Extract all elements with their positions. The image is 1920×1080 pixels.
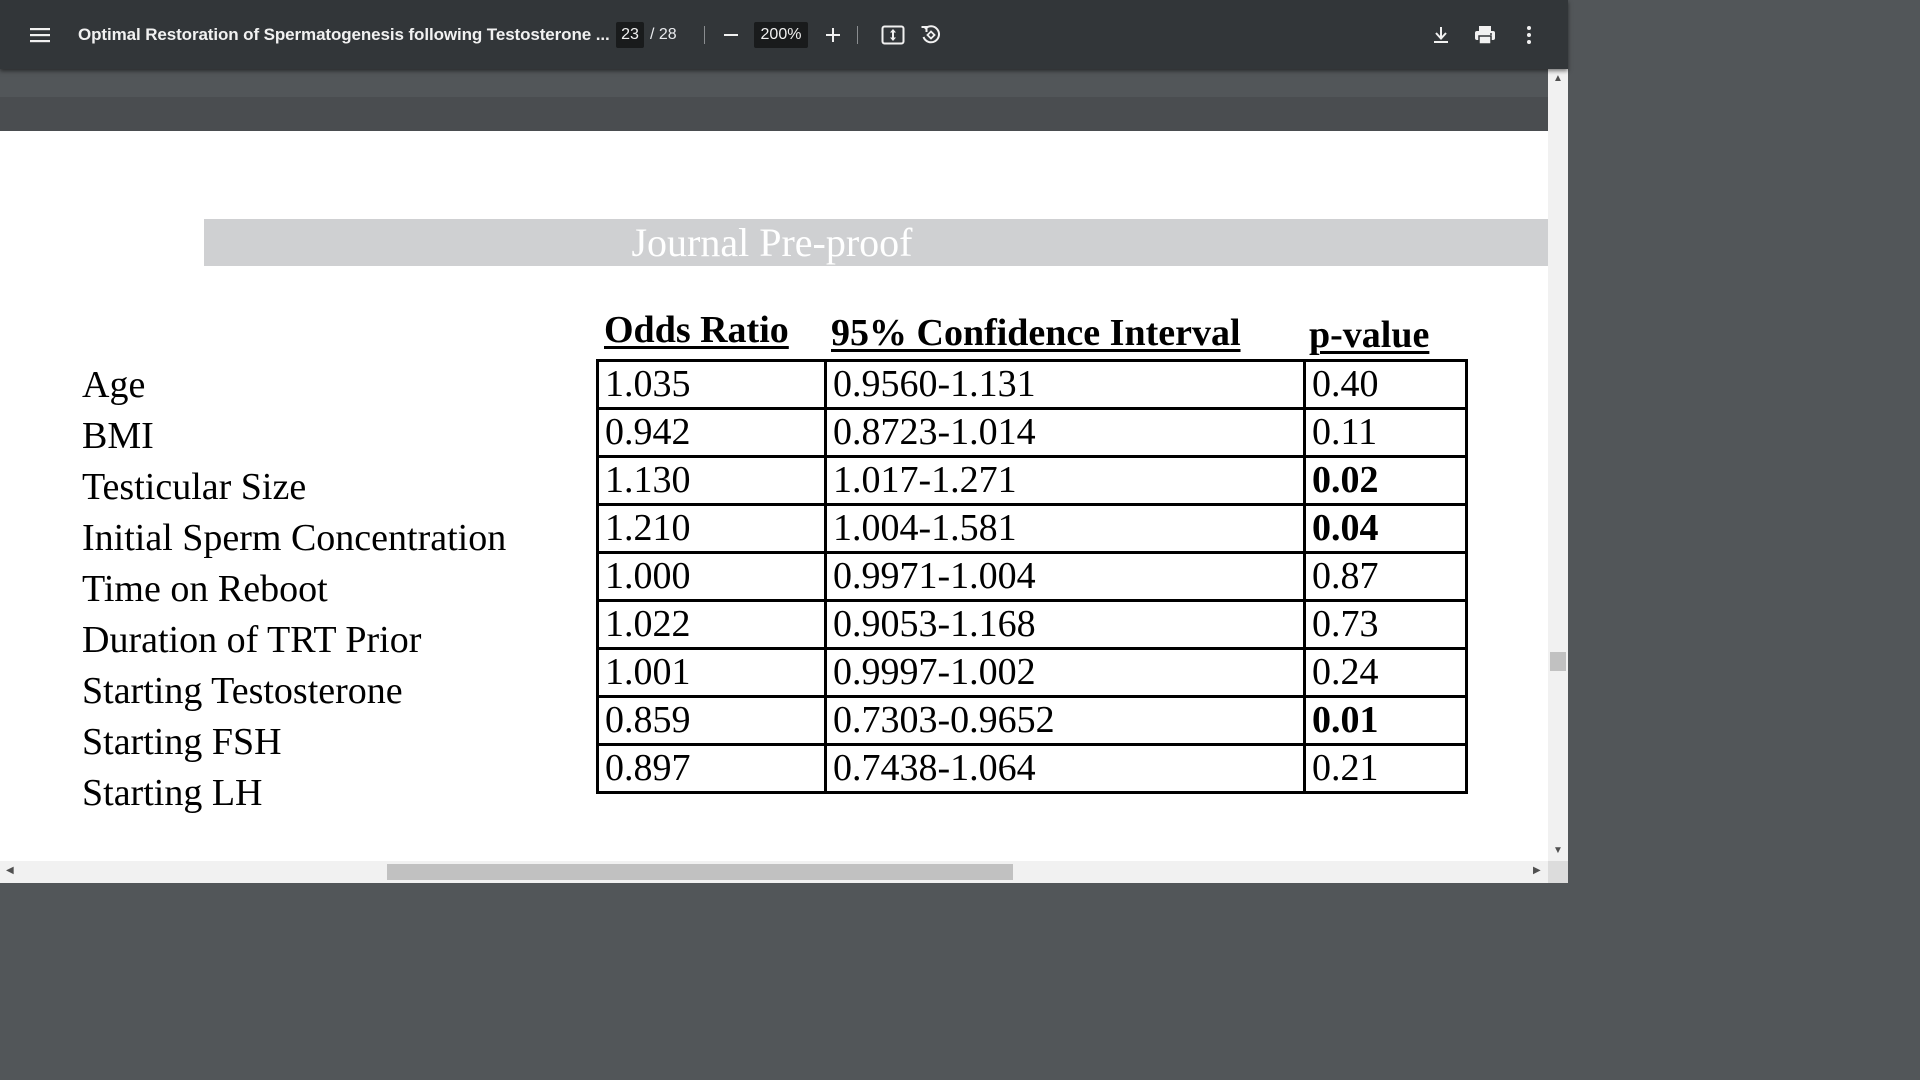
odds-ratio-cell: 0.859 bbox=[598, 697, 826, 745]
fit-to-page-button[interactable] bbox=[876, 18, 910, 52]
confidence-interval-cell: 1.004-1.581 bbox=[826, 505, 1305, 553]
p-value-cell: 0.11 bbox=[1305, 409, 1467, 457]
header-p-value: p-value bbox=[1309, 314, 1430, 356]
row-label: Age bbox=[82, 364, 146, 406]
table-row bbox=[598, 697, 1467, 745]
row-label: Testicular Size bbox=[82, 466, 307, 508]
zoom-in-button[interactable] bbox=[818, 20, 848, 50]
row-label: Duration of TRT Prior bbox=[82, 619, 422, 661]
confidence-interval-cell: 0.7438-1.064 bbox=[826, 745, 1305, 793]
confidence-interval-cell: 0.9997-1.002 bbox=[826, 649, 1305, 697]
table-row bbox=[598, 553, 1467, 601]
download-button[interactable] bbox=[1424, 18, 1458, 52]
print-icon bbox=[1474, 25, 1496, 45]
p-value-cell: 0.04 bbox=[1305, 505, 1467, 553]
p-value-cell: 0.87 bbox=[1305, 553, 1467, 601]
zoom-out-button[interactable] bbox=[716, 20, 746, 50]
row-label: Starting Testosterone bbox=[82, 670, 403, 712]
row-label: BMI bbox=[82, 415, 154, 457]
toolbar-divider bbox=[857, 26, 858, 44]
header-odds-ratio: Odds Ratio bbox=[604, 309, 789, 351]
rotate-icon bbox=[919, 23, 943, 47]
odds-ratio-cell: 0.897 bbox=[598, 745, 826, 793]
header-confidence-interval: 95% Confidence Interval bbox=[831, 312, 1241, 354]
p-value-cell: 0.73 bbox=[1305, 601, 1467, 649]
scroll-down-arrow-icon[interactable]: ▼ bbox=[1553, 845, 1563, 856]
scrollbar-corner bbox=[1548, 861, 1568, 883]
document-title: Optimal Restoration of Spermatogenesis following Testosterone ... bbox=[78, 25, 610, 44]
scroll-up-arrow-icon[interactable]: ▲ bbox=[1553, 73, 1563, 84]
scroll-left-arrow-icon[interactable]: ◀ bbox=[6, 865, 14, 876]
results-table bbox=[596, 359, 1468, 794]
row-label: Starting FSH bbox=[82, 721, 282, 763]
page-number-input[interactable]: 23 bbox=[616, 22, 644, 48]
odds-ratio-cell: 1.130 bbox=[598, 457, 826, 505]
download-icon bbox=[1431, 25, 1451, 45]
table-row bbox=[598, 649, 1467, 697]
odds-ratio-cell: 1.035 bbox=[598, 361, 826, 409]
p-value-cell: 0.02 bbox=[1305, 457, 1467, 505]
table-row bbox=[598, 361, 1467, 409]
horizontal-scroll-thumb[interactable] bbox=[387, 864, 1013, 880]
confidence-interval-cell: 0.9560-1.131 bbox=[826, 361, 1305, 409]
table-row bbox=[598, 745, 1467, 793]
preproof-banner bbox=[204, 219, 1548, 266]
odds-ratio-cell: 1.022 bbox=[598, 601, 826, 649]
vertical-scrollbar[interactable] bbox=[1548, 69, 1568, 861]
p-value-cell: 0.24 bbox=[1305, 649, 1467, 697]
minus-icon bbox=[723, 27, 739, 43]
toolbar-divider bbox=[704, 26, 705, 44]
confidence-interval-cell: 0.9053-1.168 bbox=[826, 601, 1305, 649]
row-label: Initial Sperm Concentration bbox=[82, 517, 507, 559]
more-options-button[interactable] bbox=[1512, 18, 1546, 52]
confidence-interval-cell: 1.017-1.271 bbox=[826, 457, 1305, 505]
pdf-page bbox=[0, 131, 1548, 861]
menu-icon bbox=[30, 27, 50, 43]
table-row bbox=[598, 409, 1467, 457]
table-row bbox=[598, 505, 1467, 553]
more-vert-icon bbox=[1526, 25, 1532, 45]
row-label: Time on Reboot bbox=[82, 568, 328, 610]
table-row bbox=[598, 601, 1467, 649]
p-value-cell: 0.21 bbox=[1305, 745, 1467, 793]
plus-icon bbox=[825, 27, 841, 43]
confidence-interval-cell: 0.9971-1.004 bbox=[826, 553, 1305, 601]
previous-page-edge bbox=[0, 97, 1548, 131]
scroll-right-arrow-icon[interactable]: ▶ bbox=[1533, 865, 1541, 876]
watermark-text: Journal Pre-proof bbox=[631, 220, 913, 265]
table-row bbox=[598, 457, 1467, 505]
row-labels bbox=[82, 360, 506, 819]
zoom-level-input[interactable]: 200% bbox=[754, 22, 808, 48]
confidence-interval-cell: 0.7303-0.9652 bbox=[826, 697, 1305, 745]
rotate-button[interactable] bbox=[914, 18, 948, 52]
fit-to-page-icon bbox=[881, 25, 905, 45]
odds-ratio-cell: 0.942 bbox=[598, 409, 826, 457]
odds-ratio-cell: 1.001 bbox=[598, 649, 826, 697]
pdf-toolbar bbox=[0, 0, 1568, 69]
vertical-scroll-thumb[interactable] bbox=[1550, 652, 1566, 671]
odds-ratio-cell: 1.210 bbox=[598, 505, 826, 553]
print-button[interactable] bbox=[1468, 18, 1502, 52]
row-label: Starting LH bbox=[82, 772, 263, 814]
confidence-interval-cell: 0.8723-1.014 bbox=[826, 409, 1305, 457]
p-value-cell: 0.01 bbox=[1305, 697, 1467, 745]
odds-ratio-cell: 1.000 bbox=[598, 553, 826, 601]
menu-button[interactable] bbox=[22, 17, 58, 53]
p-value-cell: 0.40 bbox=[1305, 361, 1467, 409]
page-total: / 28 bbox=[650, 26, 677, 43]
